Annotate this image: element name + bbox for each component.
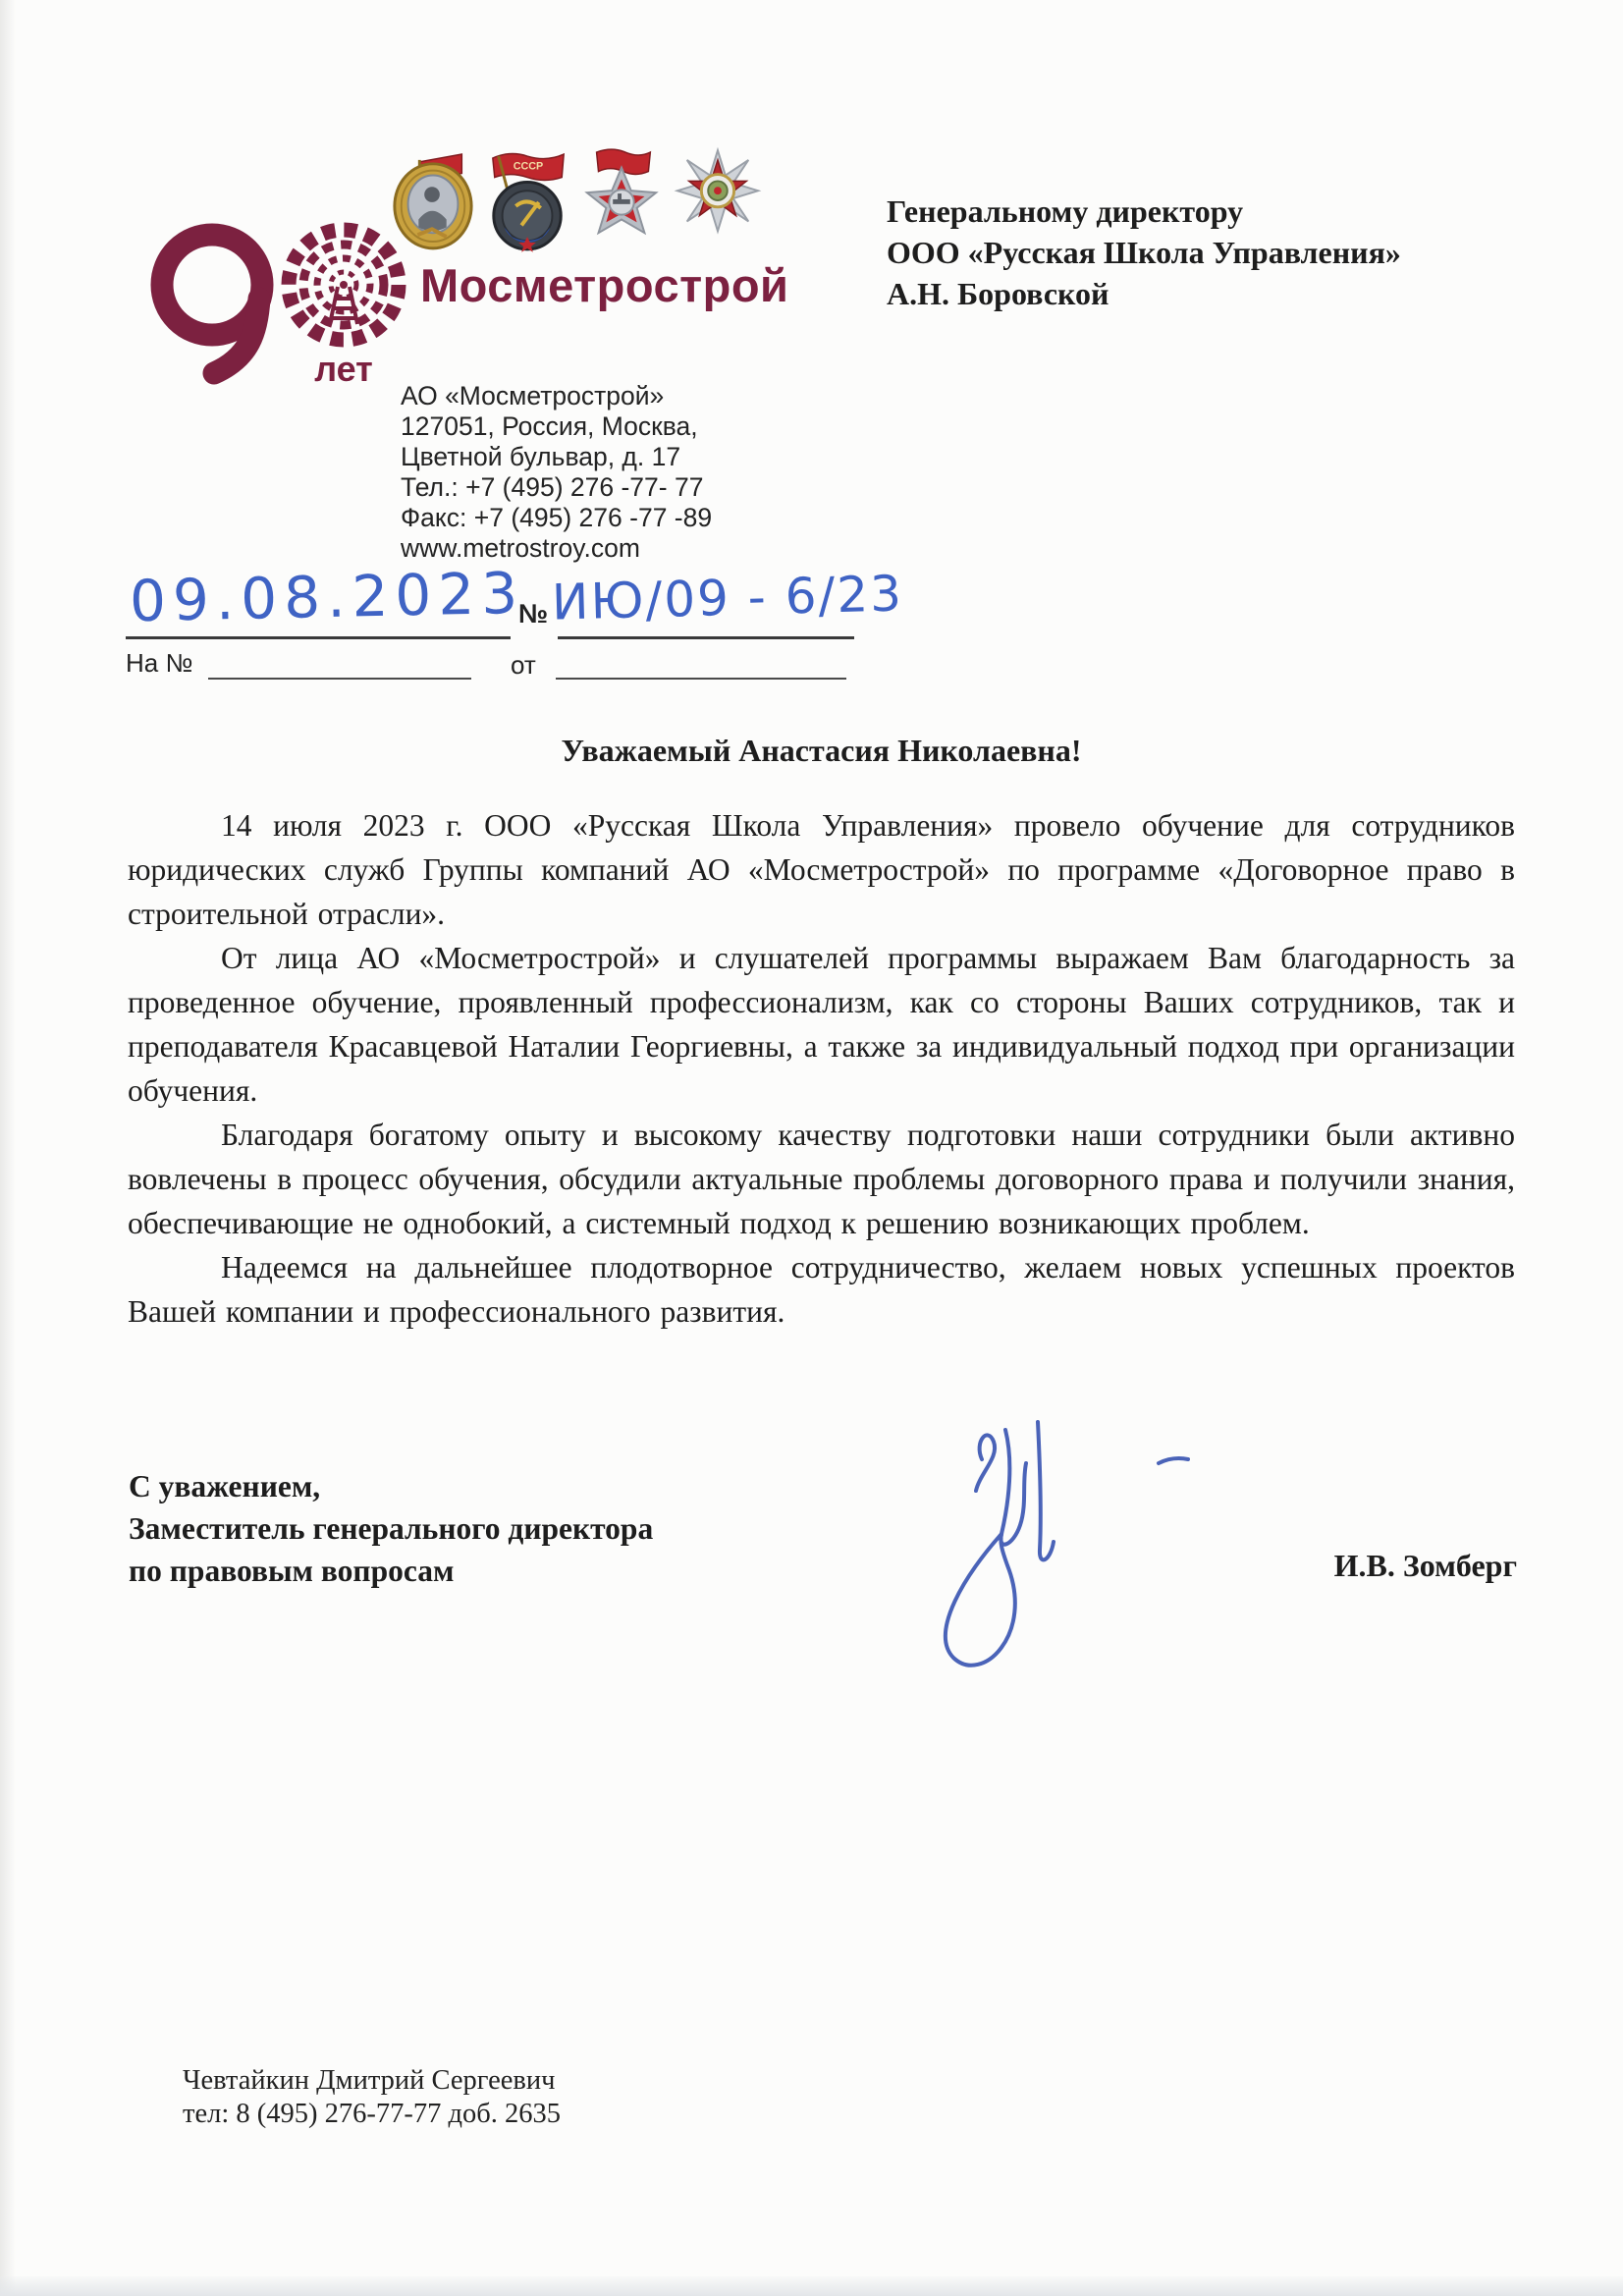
mosmetrostroy-90-years-logo	[135, 222, 430, 389]
closing-line: Заместитель генерального директора	[129, 1511, 654, 1546]
signature-autograph	[911, 1400, 1206, 1675]
company-address-block	[401, 381, 712, 564]
body-paragraph: Благодаря богатому опыту и высокому качеству подготовки наши сотрудники были активно вовлечены в процесс обучения, обсудили актуальные проблемы договорного права и получили знания, обеспечивающие не однобокий, а системный подход к решению возникающих проблем.	[128, 1118, 1515, 1240]
recipient-name: А.Н. Боровской	[887, 276, 1109, 311]
order-of-patriotic-war-medal-icon	[674, 145, 762, 253]
company-address-line: 127051, Россия, Москва,	[401, 411, 698, 441]
salutation: Уважаемый Анастасия Николаевна!	[561, 733, 1082, 768]
signer-name: И.В. Зомберг	[1333, 1548, 1517, 1583]
number-sign: №	[518, 599, 549, 629]
company-name-line: АО «Мосметрострой»	[401, 381, 665, 410]
recipient-title: Генеральному директору	[887, 193, 1244, 229]
executor-phone: тел: 8 (495) 276-77-77 доб. 2635	[183, 2099, 561, 2129]
recipient-block	[887, 191, 1401, 314]
svg-text:СССР: СССР	[513, 160, 544, 173]
executor-name: Чевтайкин Дмитрий Сергеевич	[183, 2065, 556, 2096]
closing-block	[129, 1465, 653, 1592]
company-address-line: Цветной бульвар, д. 17	[401, 442, 681, 471]
from-date-blank	[556, 678, 846, 680]
order-of-october-revolution-medal-icon	[577, 145, 666, 249]
body-paragraph: 14 июля 2023 г. ООО «Русская Школа Управления» провело обучение для сотрудников юридических служб Группы компаний АО «Мосметрострой» по программе «Договорное право в строительной отрасли».	[128, 808, 1515, 931]
company-phone-line: Тел.: +7 (495) 276 -77- 77	[401, 472, 704, 502]
number-underline	[558, 636, 854, 639]
anniversary-label: лет	[314, 349, 373, 389]
scan-edge-shadow	[0, 0, 16, 2296]
closing-line: С уважением,	[129, 1469, 321, 1503]
letter-body	[128, 803, 1515, 1334]
body-paragraph: От лица АО «Мосметрострой» и слушателей программы выражаем Вам благодарность за проведенное обучение, проявленный профессионализм, как со стороны Ваших сотрудников, так и преподавателя Красавцевой Наталии Георгиевны, а также за индивидуальный подход при организации обучения.	[128, 941, 1515, 1108]
scan-bottom-edge	[0, 2276, 1623, 2296]
order-of-red-banner-of-labour-medal-icon	[485, 145, 569, 257]
handwritten-date: 09.08.2023	[129, 559, 525, 635]
date-underline	[126, 636, 511, 639]
body-paragraph: Надеемся на дальнейшее плодотворное сотрудничество, желаем новых успешных проектов Вашей компании и профессионального развития.	[128, 1250, 1515, 1329]
incoming-number-label: На №	[126, 648, 193, 678]
company-website-line: www.metrostroy.com	[401, 533, 640, 563]
from-label: от	[511, 650, 536, 680]
recipient-company: ООО «Русская Школа Управления»	[887, 235, 1401, 270]
brand-wordmark: Мосметрострой	[420, 259, 789, 311]
incoming-number-blank	[208, 678, 471, 680]
company-fax-line: Факс: +7 (495) 276 -77 -89	[401, 503, 713, 532]
closing-line: по правовым вопросам	[129, 1554, 455, 1588]
executor-block	[183, 2064, 561, 2131]
handwritten-outgoing-number: ИЮ/09 - 6/23	[551, 565, 904, 631]
